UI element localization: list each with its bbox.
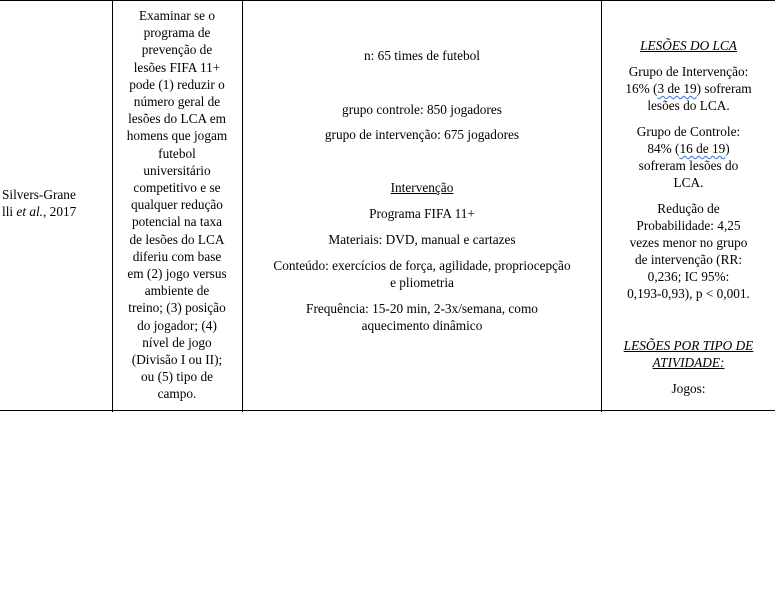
intervention-result (606, 63, 771, 114)
sample-size: n: 65 times de futebol (364, 48, 480, 63)
risk-reduction-line: de intervenção (RR: (634, 252, 743, 267)
objective-line: nível de jogo (142, 334, 212, 350)
author-etal: et al. (16, 204, 44, 219)
objective-line: Examinar se o (138, 8, 216, 23)
intervention-result-line1: Grupo de Intervenção: (628, 64, 749, 79)
program-name: Programa FIFA 11+ (369, 206, 475, 221)
objective-line: competitivo e se (133, 180, 221, 196)
objective-line: homens que jogam (126, 128, 228, 144)
risk-reduction-line: 0,236; IC 95%: (647, 269, 730, 284)
objective-line: qualquer redução (131, 197, 223, 213)
column-divider (242, 0, 243, 412)
control-result-line1: Grupo de Controle: (636, 124, 741, 139)
objective-line: potencial na taxa (131, 214, 223, 230)
objective-line: ou (5) tipo de (140, 369, 213, 385)
objective-cell (113, 7, 241, 419)
results-cell (602, 0, 775, 412)
objective-line: de lesões do LCA (129, 231, 225, 247)
objective-line: ambiente de (144, 283, 210, 299)
injuries-by-activity-heading: LESÕES POR TIPO DE ATIVIDADE: (623, 338, 754, 370)
risk-reduction-line: Probabilidade: 4,25 (636, 218, 741, 233)
risk-reduction-line: 0,193-0,93), p < 0,001. (627, 286, 750, 301)
content-line1: Conteúdo: exercícios de força, agilidade, propriocepção (273, 258, 571, 273)
intervention-group: grupo de intervenção: 675 jogadores (324, 127, 520, 142)
objective-line: do jogador; (4) (137, 317, 217, 333)
objective-line: lesões FIFA 11+ (133, 59, 221, 75)
acl-injuries-heading: LESÕES DO LCA (640, 38, 737, 53)
intervention-result-line2: 16% (3 de 19) sofreram (625, 81, 752, 96)
objective-line: universitário (143, 162, 211, 178)
objective-line: campo. (157, 386, 197, 402)
risk-reduction-line: Redução de (657, 201, 720, 216)
author-line2: lli (2, 204, 17, 219)
frequency-line2: aquecimento dinâmico (361, 318, 483, 333)
risk-reduction-line: vezes menor no grupo (629, 235, 748, 250)
methods-cell (244, 0, 600, 412)
objective-line: em (2) jogo versus (127, 266, 227, 282)
objective-line: pode (1) reduzir o (129, 76, 225, 92)
control-result-line3: sofreram lesões do (638, 158, 739, 173)
objective-line: número geral de (133, 94, 221, 110)
objective-line: lesões do LCA em (128, 111, 226, 127)
author-line1: Silvers-Grane (2, 187, 76, 202)
materials: Materiais: DVD, manual e cartazes (328, 232, 516, 247)
intervention-heading: Intervenção (390, 180, 454, 195)
control-result-line4: LCA. (673, 175, 704, 190)
risk-reduction (606, 200, 771, 302)
objective-line: prevenção de (141, 42, 213, 58)
control-group: grupo controle: 850 jogadores (342, 102, 502, 117)
author-cell (2, 186, 111, 598)
frequency-line1: Frequência: 15-20 min, 2-3x/semana, como (306, 301, 538, 316)
games-label: Jogos: (671, 381, 706, 396)
intervention-result-line3: lesões do LCA. (647, 98, 730, 113)
objective-line: treino; (3) posição (128, 300, 226, 316)
objective-line: (Divisão I ou II); (131, 352, 223, 368)
content-line2: e pliometria (390, 275, 454, 290)
control-result (606, 123, 771, 191)
objective-line: diferiu com base (132, 248, 222, 264)
author-year: , 2017 (43, 204, 77, 219)
control-result-line2: 84% (16 de 19) (647, 141, 730, 156)
objective-line: programa de (143, 25, 211, 41)
objective-line: futebol (158, 145, 196, 161)
